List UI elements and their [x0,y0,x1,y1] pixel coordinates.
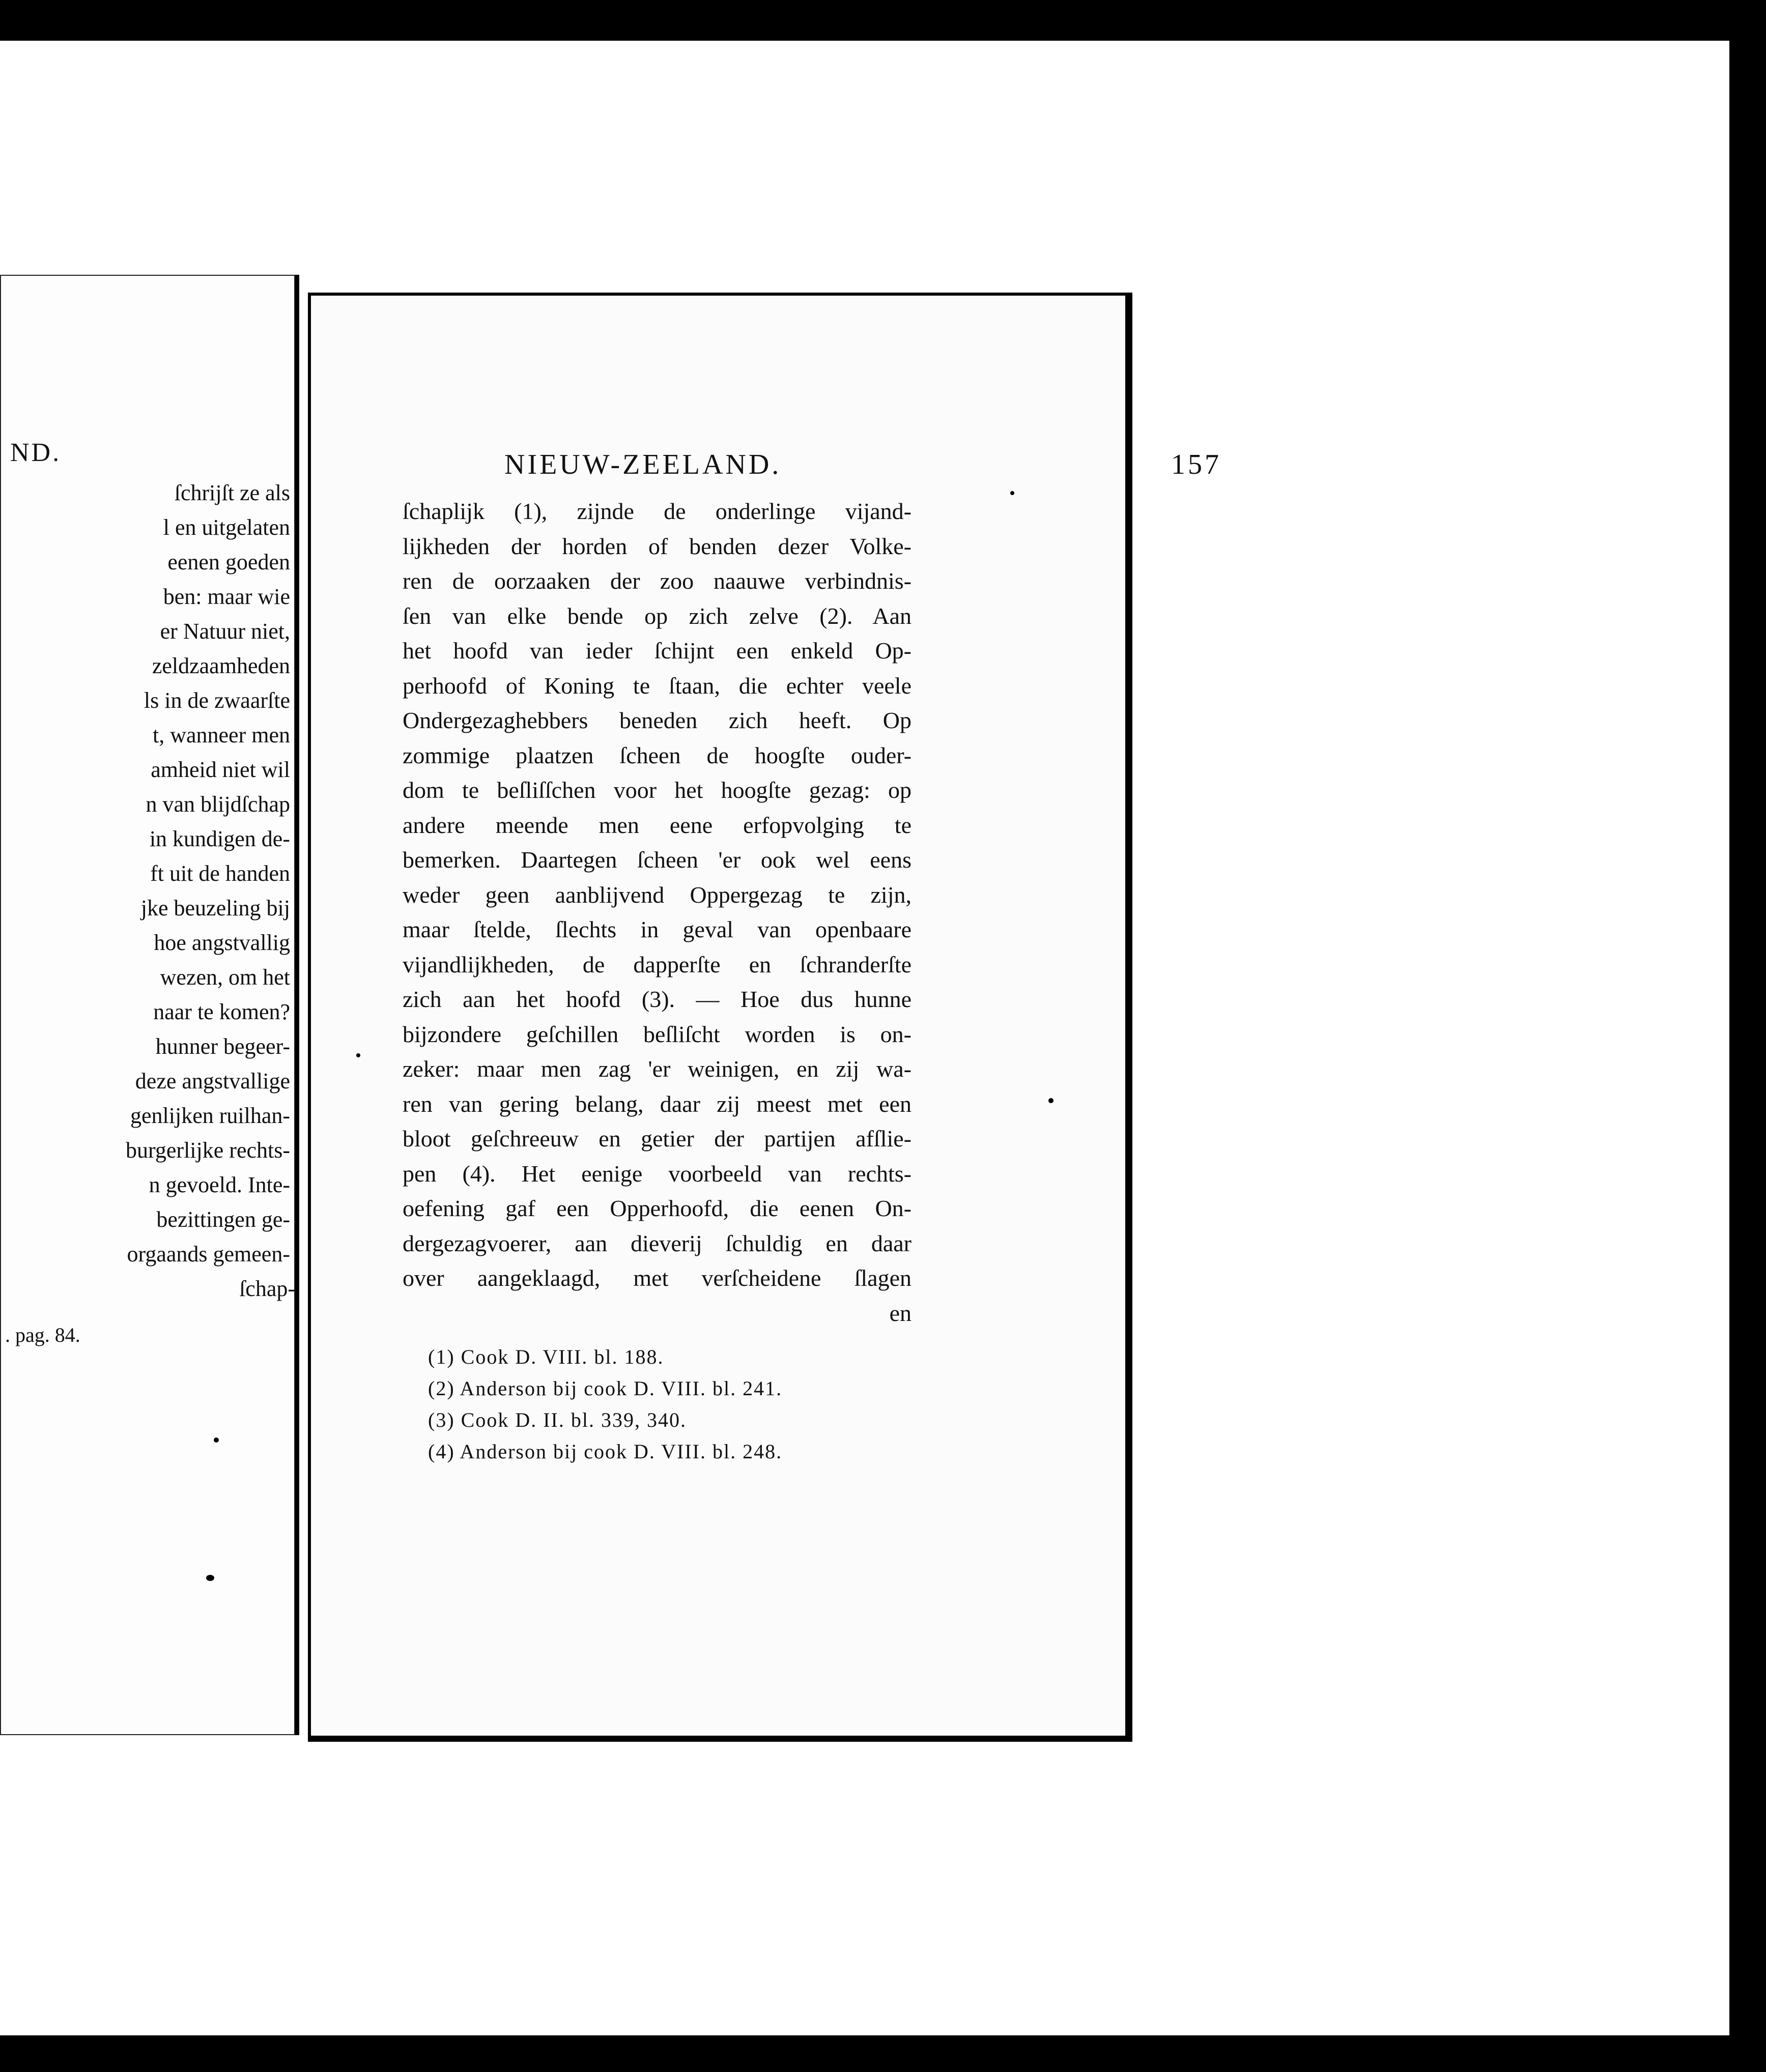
left-text-line: naar te komen? [153,999,290,1024]
footnote-line: (2) Anderson bij cook D. VIII. bl. 241. [428,1377,783,1400]
left-text-line: ben: maar wie [163,584,290,609]
text-line: maar ſtelde, ſlechts in geval van openbaare [403,916,912,942]
left-text-line: ls in de zwaarſte [144,688,290,713]
left-text-line: wezen, om het [160,965,290,990]
left-text-line: orgaands gemeen- [127,1242,290,1267]
left-text-line: zeldzaamheden [152,653,290,678]
text-line: andere meende men eene erfopvolging te [403,812,912,838]
text-line: ren van gering belang, daar zij meest met een [403,1090,912,1117]
catchword: en [889,1300,912,1326]
footnote-line: (3) Cook D. II. bl. 339, 340. [428,1408,687,1431]
text-line: zommige plaatzen ſcheen de hoogſte ouder- [403,742,912,768]
text-line: vijandlijkheden, de dapperſte en ſchranderſte [403,951,912,977]
footnote-line: (4) Anderson bij cook D. VIII. bl. 248. [428,1440,783,1463]
dust-speck [1010,491,1014,495]
text-line: het hoofd van ieder ſchijnt een enkeld Op- [403,638,912,664]
text-line: weder geen aanblijvend Oppergezag te zijn, [403,881,912,908]
left-page [0,275,299,1735]
left-text-line: l en uitgelaten [163,515,290,540]
scan-border [1729,41,1732,2035]
text-line: bijzondere geſchillen beſliſcht worden is on- [403,1021,912,1047]
dust-speck [214,1437,219,1443]
text-line: pen (4). Het eenige voorbeeld van rechts- [403,1160,912,1187]
left-text-line: bezittingen ge- [156,1207,290,1232]
text-line: over aangeklaagd, met verſcheidene ſlagen [403,1265,912,1291]
text-line: bemerken. Daartegen ſcheen 'er ook wel eens [403,847,912,873]
text-line: zich aan het hoofd (3). — Hoe dus hunne [403,986,912,1012]
left-text-line: amheid niet wil [151,757,290,782]
left-text-line: jke beuzeling bij [140,896,290,920]
left-text-line: hunner begeer- [155,1034,290,1059]
page-number: 157 [1171,449,1221,480]
dust-speck [1048,1098,1053,1103]
footnotes [428,1341,917,1467]
left-text-line: t, wanneer men [153,723,290,747]
text-line: perhoofd of Koning te ſtaan, die echter veele [403,672,912,699]
dust-speck [356,1053,360,1057]
left-text-line: n van blijdſchap [146,792,290,817]
left-text-line: er Natuur niet, [160,619,290,644]
left-text-line: genlijken ruilhan- [130,1103,290,1128]
left-text-line: ſchrijſt ze als [174,480,290,505]
dust-speck [206,1575,214,1581]
left-text-line: hoe angstvallig [154,930,290,955]
text-line: oefening gaf een Opperhoofd, die eenen On- [403,1195,912,1221]
left-text-line: burgerlijke rechts- [126,1138,290,1163]
text-line: ſchaplijk (1), zijnde de onderlinge vijand- [403,498,912,524]
right-page [308,293,1221,1742]
left-footnote: . pag. 84. [5,1323,80,1346]
text-line: ren de oorzaaken der zoo naauwe verbindnis- [403,568,912,594]
text-line: bloot geſchreeuw en getier der partijen afſlie- [403,1126,912,1152]
footnote-line: (1) Cook D. VIII. bl. 188. [428,1345,664,1368]
left-text-line: deze angstvallige [135,1069,290,1093]
text-line: lijkheden der horden of benden dezer Volke- [403,533,912,559]
left-text-line: ft uit de handen [150,861,290,886]
left-text-line: eenen goeden [167,550,290,574]
text-line: ſen van elke bende op zich zelve (2). Aan [403,602,912,629]
left-text-line: in kundigen de- [149,826,290,851]
text-line: dergezagvoerer, aan dieverij ſchuldig en daar [403,1230,912,1256]
left-text-line: n gevoeld. Inte- [149,1172,290,1197]
text-line: dom te beſliſſchen voor het hoogſte gezag: op [403,777,912,803]
left-running-head: ND. [10,438,62,467]
left-text-line: ſchap- [239,1276,295,1301]
text-line: zeker: maar men zag 'er weinigen, en zij wa- [403,1056,912,1082]
text-line: Ondergezaghebbers beneden zich heeft. Op [403,707,912,733]
page-title: NIEUW-ZEELAND. [504,449,782,480]
main-text [403,494,912,1331]
